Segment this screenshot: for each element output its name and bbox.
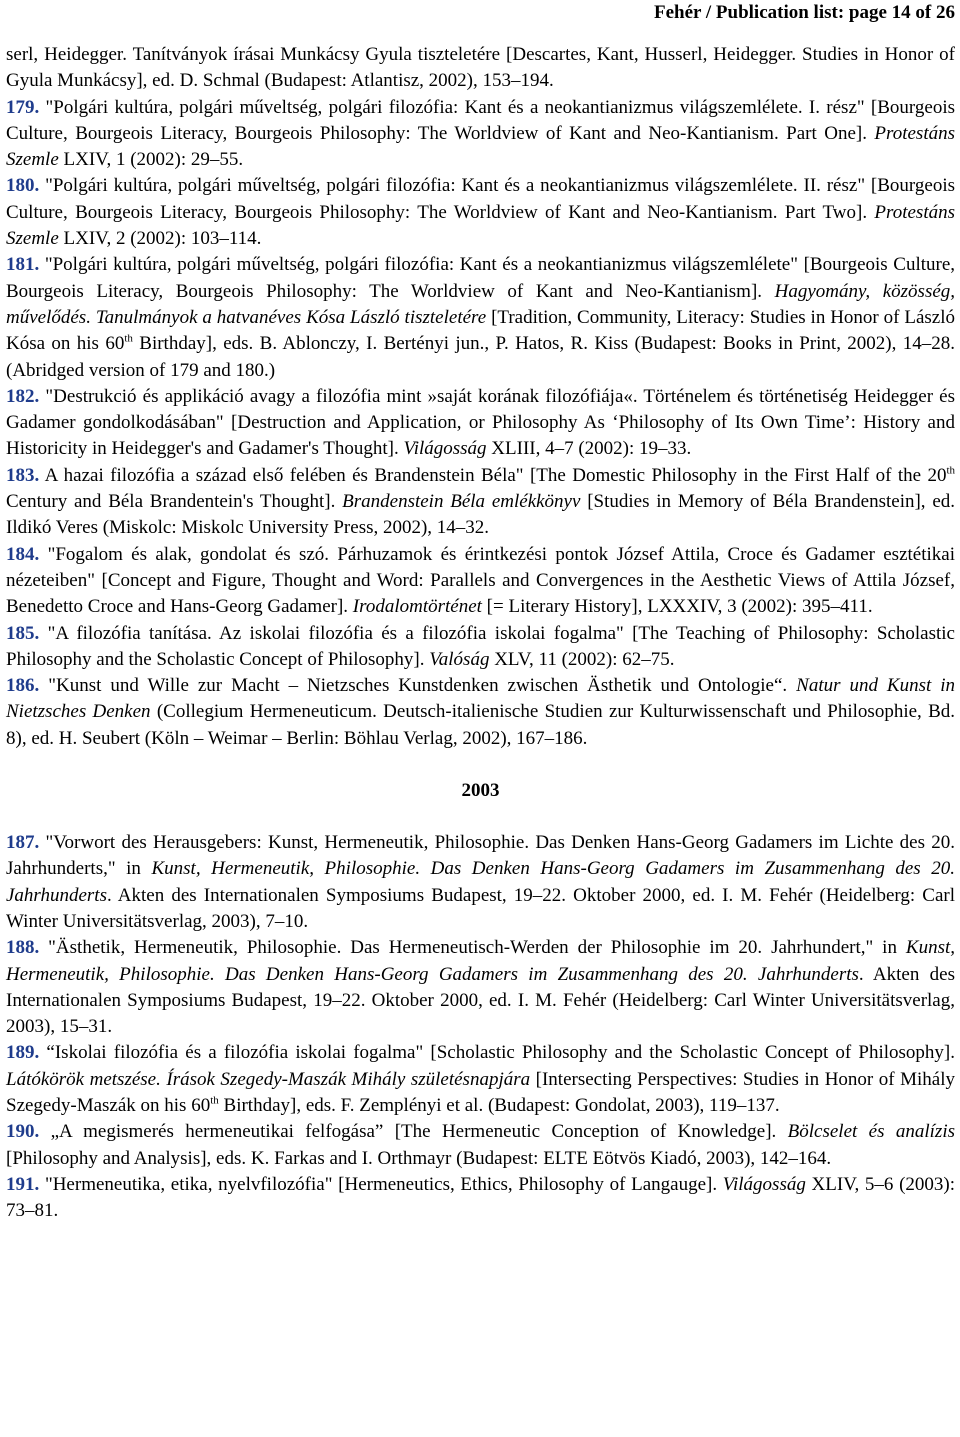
entry-details: LXIV, 2 (2002): 103–114. bbox=[63, 228, 262, 250]
publication-entry-186 bbox=[6, 673, 955, 752]
continuation-entry bbox=[6, 42, 955, 95]
publication-entry-180 bbox=[6, 173, 955, 252]
entry-title: “Iskolai filozófia és a filozófia iskolai fogalma" [Scholastic Philosophy and the Scholastic Concept of Philosophy]. bbox=[46, 1042, 955, 1064]
entry-translation: [Intersecting Perspectives: Studies in Honor of Mihály Szegedy-Maszák on his 60 bbox=[6, 1068, 955, 1116]
entry-title: "Polgári kultúra, polgári műveltség, polgári filozófia: Kant és a neokantianizmus világszemlélete" [Bourgeois Culture, Bourgeois Literacy, Bourgeois Philosophy: The Worldview of Kant and Neo-Kantianism]. bbox=[6, 254, 956, 302]
entry-title: "Fogalom és alak, gondolat és szó. Párhuzamok és érintkezési pontok József Attila, Croce és Gadamer esztétikai nézeteiben" [Concept and Figure, Thought and Word: Parallels and Convergences in the Aesthetic Views of Attila József, Benedetto Croce and Hans-Georg Gadamer]. bbox=[6, 543, 955, 618]
entry-details: [= Literary History], LXXXIV, 3 (2002): 395–411. bbox=[486, 596, 873, 618]
entry-translation: [Tradition, Community, Literacy: Studies in Honor of László Kósa on his 60 bbox=[6, 306, 956, 355]
book-title: Bölcselet és analízis bbox=[787, 1121, 955, 1143]
book-title: Kunst, Hermeneutik, Philosophie. Das Denken Hans-Georg Gadamers im Zusammenhang des 20. Jahrhunderts bbox=[6, 858, 955, 906]
entry-details: . Akten des Internationalen Symposiums Budapest, 19–22. Oktober 2000, ed. I. M. Fehér (Heidelberg: Carl Winter Universitätsverlag, 2003), 15–31. bbox=[6, 963, 955, 1038]
entry-title: "Vorwort des Herausgebers: Kunst, Hermeneutik, Philosophie. Das Denken Hans-Georg Gadamers im Lichte des 20. Jahrhunderts," in bbox=[6, 832, 956, 880]
entry-number: 180. bbox=[6, 175, 40, 197]
entry-number: 190. bbox=[6, 1121, 40, 1143]
ordinal-suffix: th bbox=[210, 1094, 219, 1107]
entry-details: Birthday], eds. F. Zemplényi et al. (Budapest: Gondolat, 2003), 119–137. bbox=[223, 1094, 780, 1116]
publication-entry-183 bbox=[6, 463, 955, 542]
entry-title: "Polgári kultúra, polgári műveltség, polgári filozófia: Kant és a neokantianizmus világszemlélete. II. rész" [Bourgeois Culture, Bourgeois Literacy, Bourgeois Philosophy: The Worldview of Kant and Neo-Kantianism. Part Two]. bbox=[6, 175, 956, 223]
entry-details: Birthday], eds. B. Ablonczy, I. Bertényi jun., P. Hatos, R. Kiss (Budapest: Books in Print, 2002), 14–28. (Abridged version of 179 and 180.) bbox=[6, 333, 956, 381]
entry-title: "A filozófia tanítása. Az iskolai filozófia és a filozófia iskolai fogalma" [The Teaching of Philosophy: Scholastic Philosophy and the Scholastic Concept of Philosophy]. bbox=[6, 622, 955, 670]
journal-name: Valóság bbox=[429, 648, 490, 670]
year-heading: 2003 bbox=[461, 780, 500, 802]
publication-entry-190 bbox=[6, 1119, 955, 1172]
entry-number: 182. bbox=[6, 385, 40, 407]
publication-entry-187 bbox=[6, 830, 955, 935]
journal-name: Protestáns Szemle bbox=[6, 201, 955, 250]
publication-entry-181 bbox=[6, 252, 955, 383]
entry-details: [Philosophy and Analysis], eds. K. Farkas and I. Orthmayr (Budapest: ELTE Eötvös Kiadó, 2003), 142–164. bbox=[6, 1147, 832, 1169]
ordinal-suffix: th bbox=[124, 332, 133, 345]
journal-name: Világosság bbox=[403, 438, 487, 460]
journal-name: Világosság bbox=[722, 1173, 806, 1195]
entry-title: "Polgári kultúra, polgári műveltség, polgári filozófia: Kant és a neokantianizmus világszemlélete. I. rész" [Bourgeois Culture, Bourgeois Literacy, Bourgeois Philosophy: The Worldview of Kant and Neo-Kantianism. Part One]. bbox=[6, 96, 956, 144]
journal-name: Protestáns Szemle bbox=[6, 122, 955, 171]
entry-title: „A megismerés hermeneutikai felfogása” [The Hermeneutic Conception of Knowledge]. bbox=[50, 1121, 777, 1143]
entry-number: 179. bbox=[6, 96, 40, 118]
journal-name: Irodalomtörténet bbox=[352, 596, 482, 618]
entry-number: 191. bbox=[6, 1173, 40, 1195]
entry-details: [Studies in Memory of Béla Brandenstein], ed. Ildikó Veres (Miskolc: Miskolc University Press, 2002), 14–32. bbox=[6, 491, 956, 539]
entry-title: A hazai filozófia a század első felében és Brandenstein Béla" [The Domestic Philosophy in the First Half of the 20 bbox=[44, 464, 947, 486]
entry-title: "Ästhetik, Hermeneutik, Philosophie. Das Hermeneutisch-Werden der Philosophie im 20. Jahrhundert," in bbox=[48, 937, 906, 959]
publication-entry-188 bbox=[6, 935, 955, 1040]
entry-number: 185. bbox=[6, 622, 40, 644]
book-title: Látókörök metszése. Írások Szegedy-Maszák Mihály születésnapjára bbox=[6, 1068, 531, 1090]
publication-entry-191 bbox=[6, 1172, 955, 1225]
entry-number: 181. bbox=[6, 254, 40, 276]
book-title: Kunst, Hermeneutik, Philosophie. Das Denken Hans-Georg Gadamers im Zusammenhang des 20. Jahrhunderts bbox=[6, 937, 955, 985]
book-title: Brandenstein Béla emlékkönyv bbox=[342, 491, 581, 513]
entry-details: . Akten des Internationalen Symposiums Budapest, 19–22. Oktober 2000, ed. I. M. Fehér (Heidelberg: Carl Winter Universitätsverlag, 2003), 7–10. bbox=[6, 884, 955, 932]
entry-details: XLV, 11 (2002): 62–75. bbox=[494, 648, 675, 670]
entry-details: XLIV, 5–6 (2003): 73–81. bbox=[6, 1173, 956, 1222]
entry-number: 184. bbox=[6, 543, 40, 565]
publication-entry-185 bbox=[6, 621, 955, 674]
publication-entry-184 bbox=[6, 542, 955, 621]
entry-number: 187. bbox=[6, 832, 40, 854]
book-title: Natur und Kunst in Nietzsches Denken bbox=[6, 675, 955, 723]
entry-number: 186. bbox=[6, 675, 40, 697]
entry-details: LXIV, 1 (2002): 29–55. bbox=[63, 149, 244, 171]
entry-details: (Collegium Hermeneuticum. Deutsch-italienische Studien zur Kulturwissenschaft und Philosophie, Bd. 8), ed. H. Seubert (Köln – Weimar – Berlin: Böhlau Verlag, 2002), 167–186. bbox=[6, 701, 956, 749]
entry-number: 188. bbox=[6, 937, 40, 959]
entry-title: "Destrukció és applikáció avagy a filozófia mint »saját korának filozófiája«. Történelem és történetiség Heidegger és Gadamer gondolkodásában" [Destruction and Application, or Philosophy As ‘Philosophy of Its Own Time’: History and Historicity in Heidegger's and Gadamer's Thought]. bbox=[6, 385, 955, 460]
continuation-text: serl, Heidegger. Tanítványok írásai Munkácsy Gyula tiszteletére [Descartes, Kant, Husserl, Heidegger. Studies in Honor of Gyula Munkácsy], ed. D. Schmal (Budapest: Atlantisz, 2002), 153–194. bbox=[6, 44, 955, 92]
book-title: Hagyomány, közösség, művelődés. Tanulmányok a hatvanéves Kósa László tiszteletére bbox=[6, 280, 956, 328]
publication-entry-189 bbox=[6, 1040, 955, 1119]
publication-entry-179 bbox=[6, 95, 955, 174]
publication-entry-182 bbox=[6, 384, 955, 463]
entry-details: XLIII, 4–7 (2002): 19–33. bbox=[491, 438, 692, 460]
entry-number: 183. bbox=[6, 464, 40, 486]
document-page bbox=[6, 0, 955, 1224]
entry-title: "Kunst und Wille zur Macht – Nietzsches Kunstdenken zwischen Ästhetik und Ontologie“. bbox=[48, 675, 788, 697]
page-header: Fehér / Publication list: page 14 of 26 bbox=[654, 2, 955, 23]
entry-title-continued: Century and Béla Brandentein's Thought]. bbox=[6, 491, 336, 513]
ordinal-suffix: th bbox=[946, 464, 956, 477]
entry-number: 189. bbox=[6, 1042, 40, 1064]
entry-title: "Hermeneutika, etika, nyelvfilozófia" [Hermeneutics, Ethics, Philosophy of Langauge]. bbox=[44, 1173, 718, 1195]
